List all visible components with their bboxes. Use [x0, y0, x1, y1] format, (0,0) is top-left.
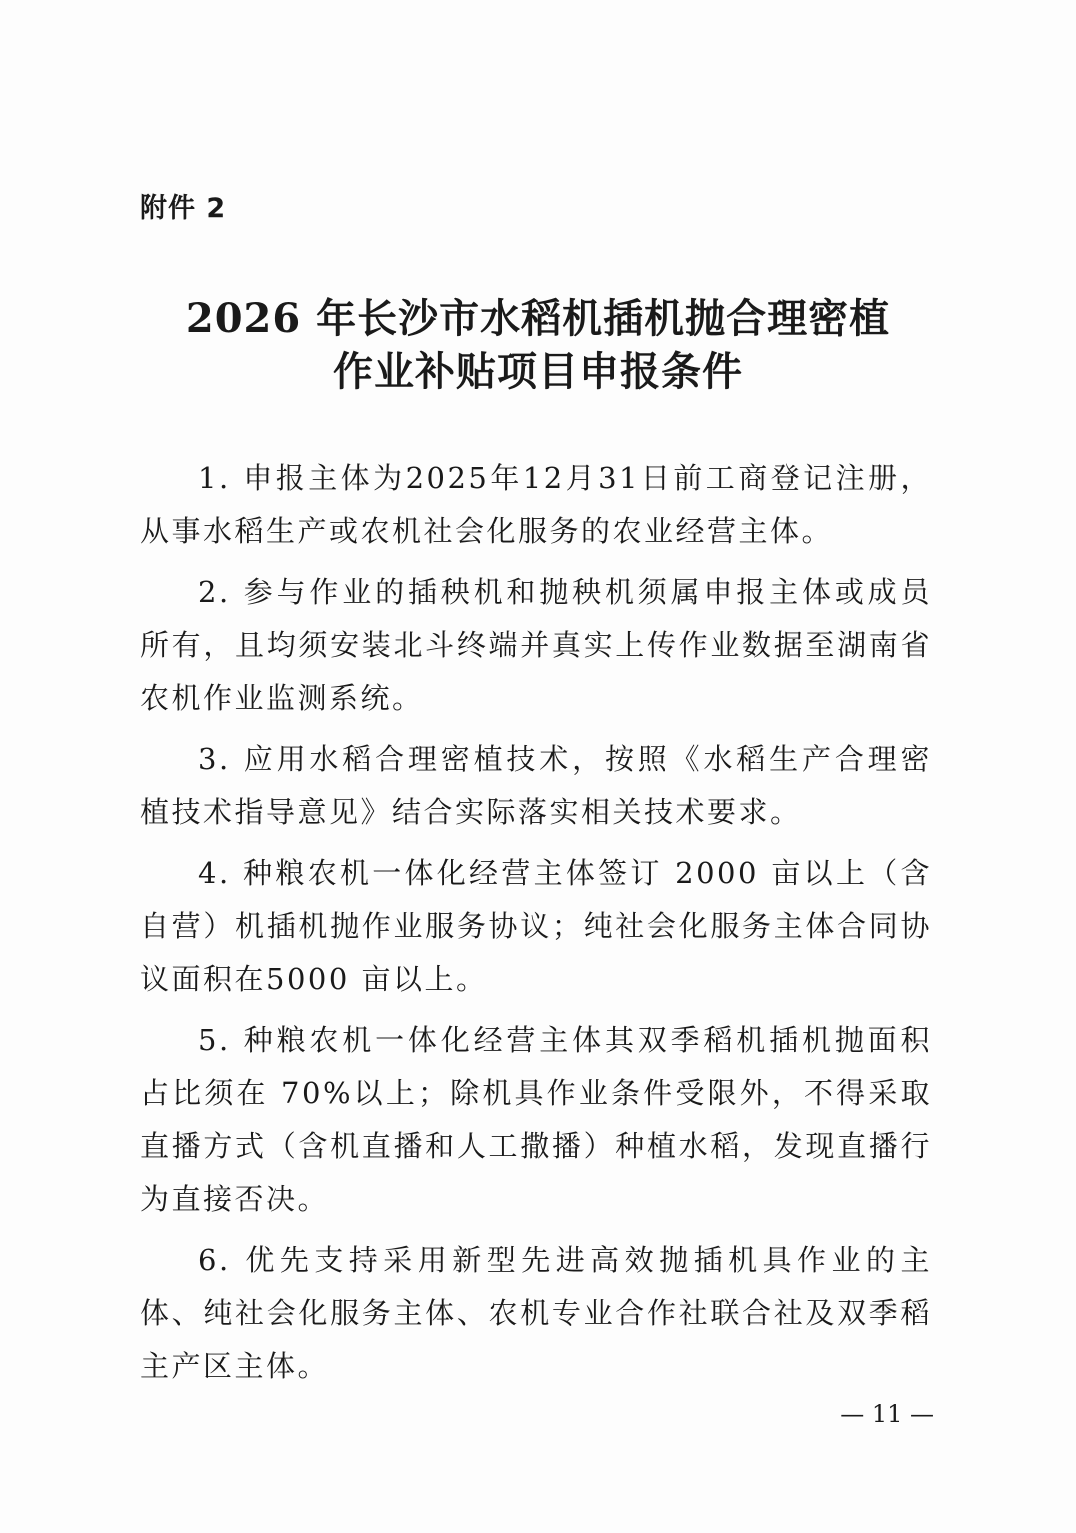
conditions-list [140, 452, 932, 1401]
condition-item-6: 6. 优先支持采用新型先进高效抛插机具作业的主体、纯社会化服务主体、农机专业合作社联合社及双季稻主产区主体。 [140, 1243, 932, 1383]
condition-item-1: 1. 申报主体为2025年12月31日前工商登记注册，从事水稻生产或农机社会化服务的农业经营主体。 [140, 461, 932, 548]
document-title-line-1: 2026 年长沙市水稻机插机抛合理密植 [185, 295, 891, 342]
condition-item-4: 4. 种粮农机一体化经营主体签订 2000 亩以上（含自营）机插机抛作业服务协议；纯社会化服务主体合同协议面积在5000 亩以上。 [140, 856, 932, 996]
document-title-line-2: 作业补贴项目申报条件 [333, 348, 743, 395]
attachment-label: 附件 2 [140, 193, 227, 224]
condition-item-3: 3. 应用水稻合理密植技术，按照《水稻生产合理密植技术指导意见》结合实际落实相关技术要求。 [140, 742, 932, 829]
page-number: — 11 — [840, 1400, 934, 1428]
condition-item-2: 2. 参与作业的插秧机和抛秧机须属申报主体或成员所有，且均须安装北斗终端并真实上传作业数据至湖南省农机作业监测系统。 [140, 575, 932, 715]
condition-item-5: 5. 种粮农机一体化经营主体其双季稻机插机抛面积占比须在 70%以上；除机具作业条件受限外，不得采取直播方式（含机直播和人工撒播）种植水稻，发现直播行为直接否决。 [140, 1023, 932, 1216]
